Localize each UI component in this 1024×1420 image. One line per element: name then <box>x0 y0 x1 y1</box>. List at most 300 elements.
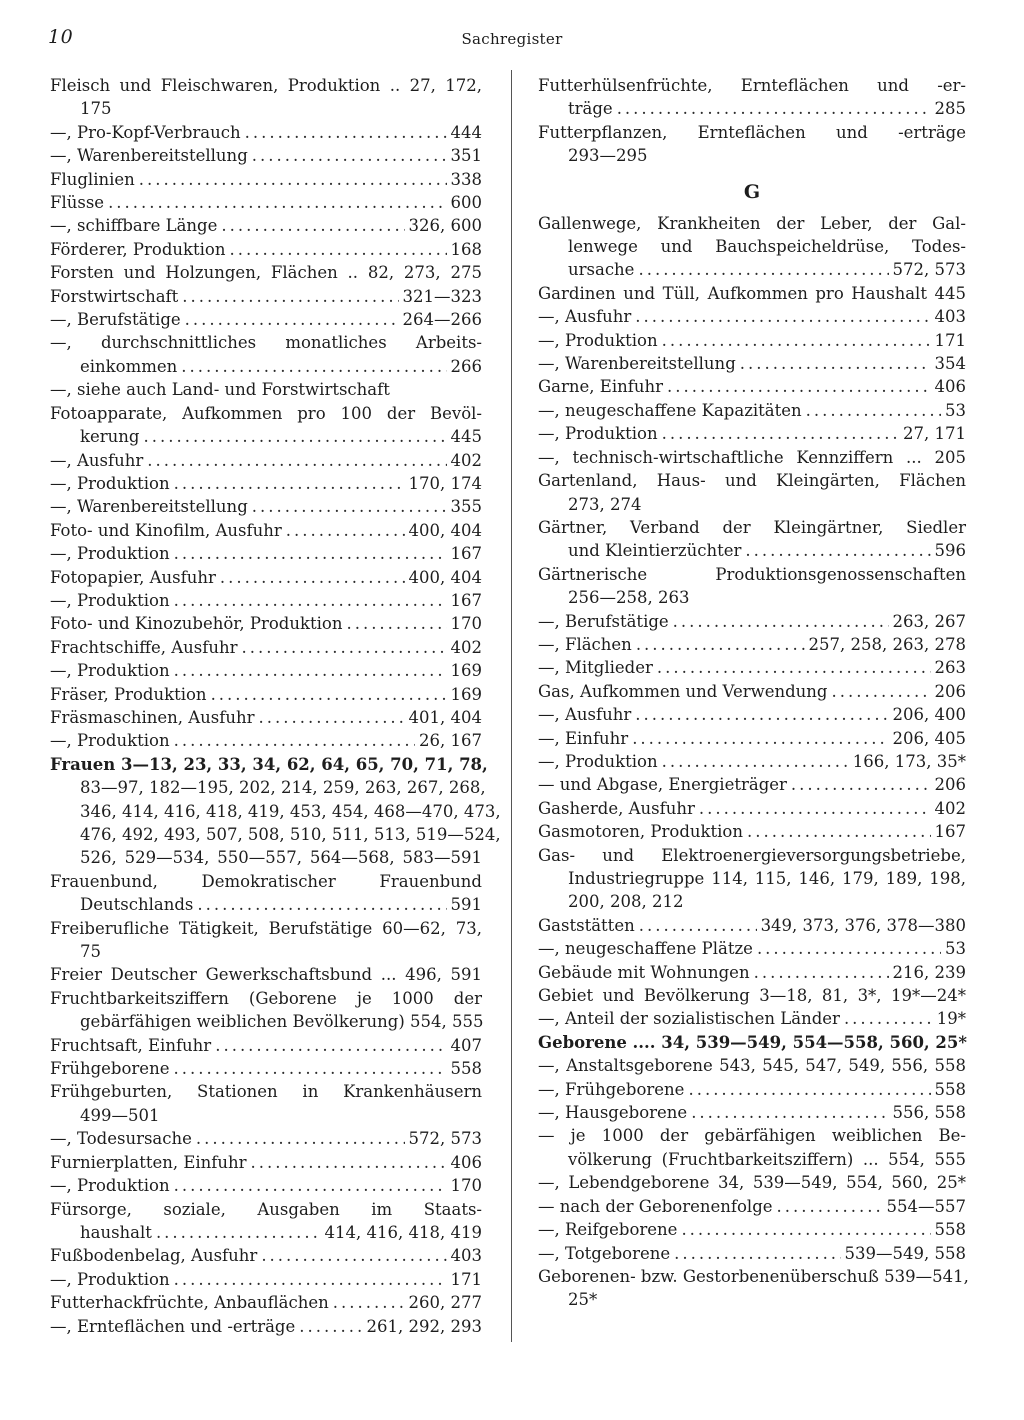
index-term: Fräser, Produktion <box>50 684 207 704</box>
page-reference: 572, 573 <box>892 260 966 280</box>
index-entry-line <box>50 870 482 893</box>
index-entry <box>50 261 482 284</box>
dot-leader <box>681 1218 930 1241</box>
index-entry-line <box>50 1057 482 1080</box>
index-entry-line <box>538 820 966 843</box>
index-term: — je 1000 der gebärfähigen weiblichen Be- <box>538 1126 966 1146</box>
index-entry-line <box>50 285 482 308</box>
dot-leader <box>196 1127 405 1150</box>
index-entry <box>538 727 966 750</box>
index-entry <box>538 121 966 168</box>
index-entry <box>538 212 966 282</box>
index-entry <box>538 1007 966 1030</box>
dot-leader <box>245 121 447 144</box>
index-term: Fräsmaschinen, Ausfuhr <box>50 707 255 727</box>
index-entry-line <box>50 1080 482 1103</box>
index-entry-line <box>50 1127 482 1150</box>
index-entry-continuation <box>538 586 966 609</box>
page-reference: 26, 167 <box>419 731 482 751</box>
index-entry <box>538 1265 969 1312</box>
dot-leader <box>757 937 941 960</box>
index-entry-line <box>50 191 482 214</box>
dot-leader <box>181 355 446 378</box>
page-reference: 338 <box>450 169 482 189</box>
dot-leader <box>286 519 405 542</box>
index-entry <box>50 168 482 191</box>
index-term: Gebiet und Bevölkerung 3—18, 81, 3*, 19*—24* <box>538 986 966 1006</box>
index-term: —, Mitglieder <box>538 658 653 678</box>
index-entry <box>50 1268 482 1291</box>
dot-leader <box>636 633 805 656</box>
index-entry-line <box>538 516 966 539</box>
index-term: Gärtner, Verband der Kleingärtner, Siedler <box>538 517 966 537</box>
page-reference: 349, 373, 376, 378—380 <box>760 915 966 935</box>
index-entry-line <box>538 1265 969 1288</box>
index-term: Furnierplatten, Einfuhr <box>50 1152 247 1172</box>
index-entry <box>538 773 966 796</box>
index-entry-continuation <box>538 1148 966 1171</box>
index-entry-line <box>538 1007 966 1030</box>
index-term: —, Produktion <box>50 1176 170 1196</box>
index-term: Forstwirtschaft <box>50 286 179 306</box>
index-entry-continuation <box>538 539 966 562</box>
index-term: 175 <box>80 99 112 119</box>
index-term: Freier Deutscher Gewerkschaftsbund ... 496, 591 <box>50 965 482 985</box>
page-reference: 596 <box>934 541 966 561</box>
index-term: Geborene .... 34, 539—549, 554—558, 560, 25* <box>538 1032 967 1052</box>
dot-leader <box>745 539 930 562</box>
index-term: Frauenbund, Demokratischer Frauenbund <box>50 871 482 891</box>
index-entry <box>538 563 966 610</box>
page-reference: 401, 404 <box>408 707 482 727</box>
index-term: Foto- und Kinozubehör, Produktion <box>50 614 343 634</box>
page-reference: 170, 174 <box>408 473 482 493</box>
index-entry <box>538 984 966 1007</box>
index-entry-line <box>538 1054 966 1077</box>
index-entry-continuation <box>50 776 486 799</box>
index-entry <box>50 214 482 237</box>
index-entry-line <box>538 797 966 820</box>
index-entry-line <box>538 1195 966 1218</box>
index-entry <box>538 1124 966 1171</box>
index-entry <box>50 1127 482 1150</box>
index-entry <box>538 282 966 305</box>
index-entry-continuation <box>50 940 482 963</box>
index-entry <box>538 1242 966 1265</box>
index-entry-line <box>50 402 482 425</box>
page-reference: 406 <box>450 1152 482 1172</box>
page-reference: 600 <box>450 193 482 213</box>
index-entry-line <box>538 399 966 422</box>
index-term: Fotoapparate, Aufkommen pro 100 der Bevöl- <box>50 403 482 423</box>
index-term: —, neugeschaffene Plätze <box>538 939 753 959</box>
index-term: —, technisch-wirtschaftliche Kennziffern ... 205 <box>538 447 966 467</box>
index-entry <box>50 144 482 167</box>
page-reference: 53 <box>945 400 966 420</box>
dot-leader <box>147 449 446 472</box>
index-term: —, Warenbereitstellung <box>538 354 736 374</box>
index-term: 273, 274 <box>568 494 642 514</box>
index-entry-continuation <box>538 235 966 258</box>
index-term: Frühgeburten, Stationen in Krankenhäusern <box>50 1082 482 1102</box>
page-reference: 351 <box>450 146 482 166</box>
index-term: —, Totgeborene <box>538 1243 671 1263</box>
index-entry-line <box>538 1101 966 1124</box>
index-entry-continuation <box>538 867 966 890</box>
page-reference: 206 <box>934 681 966 701</box>
page-reference: 53 <box>945 939 966 959</box>
index-entry <box>538 610 966 633</box>
index-entry-line <box>50 542 482 565</box>
index-entry-line <box>538 352 966 375</box>
index-term: —, Pro-Kopf-Verbrauch <box>50 122 241 142</box>
index-term: 75 <box>80 942 101 962</box>
index-entry-line <box>538 844 966 867</box>
index-entry <box>50 870 482 917</box>
index-term: —, Produktion <box>50 731 170 751</box>
dot-leader <box>777 1195 883 1218</box>
dot-leader <box>346 612 446 635</box>
index-entry <box>50 1291 482 1314</box>
index-entry <box>50 729 482 752</box>
index-entry <box>538 1078 966 1101</box>
index-term: Deutschlands <box>80 895 194 915</box>
index-column-right <box>538 74 969 1312</box>
page-reference: 171 <box>450 1269 482 1289</box>
index-entry-continuation <box>50 846 482 869</box>
dot-leader <box>635 305 930 328</box>
page-reference: 206, 405 <box>892 728 966 748</box>
index-entry-line <box>538 212 966 235</box>
index-entry-line <box>50 1268 482 1291</box>
page-reference: 402 <box>450 450 482 470</box>
dot-leader <box>699 797 931 820</box>
dot-leader <box>242 636 447 659</box>
index-term: —, neugeschaffene Kapazitäten <box>538 400 802 420</box>
dot-leader <box>139 168 447 191</box>
page-reference: 266 <box>450 356 482 376</box>
page-reference: 261, 292, 293 <box>366 1316 482 1336</box>
dot-leader <box>638 258 888 281</box>
running-head: Sachregister <box>461 30 563 48</box>
index-entry <box>50 495 482 518</box>
index-entry-line <box>538 750 966 773</box>
index-term: Fürsorge, soziale, Ausgaben im Staats- <box>50 1199 482 1219</box>
page-reference: 403 <box>934 307 966 327</box>
dot-leader <box>662 329 931 352</box>
dot-leader <box>747 820 931 843</box>
index-term: Gallenwege, Krankheiten der Leber, der Gal- <box>538 213 966 233</box>
dot-leader <box>662 422 899 445</box>
index-entry-line <box>538 375 966 398</box>
page-reference: 558 <box>934 1079 966 1099</box>
dot-leader <box>740 352 931 375</box>
index-entry-line <box>538 656 966 679</box>
index-entry <box>50 1034 482 1057</box>
index-entry <box>50 472 482 495</box>
index-entry <box>50 378 482 401</box>
index-entry-continuation <box>538 493 966 516</box>
page-reference: 414, 416, 418, 419 <box>324 1222 482 1242</box>
dot-leader <box>230 238 447 261</box>
index-entry-line <box>538 1171 966 1194</box>
index-entry <box>538 1218 966 1241</box>
index-term: Foto- und Kinofilm, Ausfuhr <box>50 520 282 540</box>
index-entry-line <box>50 612 482 635</box>
index-term: kerung <box>80 427 140 447</box>
page-reference: 285 <box>934 99 966 119</box>
index-entry <box>50 519 482 542</box>
index-term: Fußbodenbelag, Ausfuhr <box>50 1246 258 1266</box>
page-reference: 444 <box>450 122 482 142</box>
index-term: Frühgeborene <box>50 1059 170 1079</box>
index-term: —, Produktion <box>538 424 658 444</box>
index-term: Gardinen und Tüll, Aufkommen pro Haushalt 445 <box>538 283 966 303</box>
index-term: —, Produktion <box>50 473 170 493</box>
page-reference: 400, 404 <box>408 520 482 540</box>
index-term: Fluglinien <box>50 169 135 189</box>
index-entry <box>50 963 482 986</box>
page-reference: 264—266 <box>402 310 482 330</box>
dot-leader <box>251 1151 447 1174</box>
index-term: —, Ausfuhr <box>50 450 144 470</box>
index-entry <box>538 844 966 914</box>
index-entry-line <box>50 261 482 284</box>
index-entry-continuation <box>50 425 482 448</box>
index-entry-line <box>538 610 966 633</box>
dot-leader <box>667 375 931 398</box>
dot-leader <box>632 727 888 750</box>
index-term: — nach der Geborenenfolge <box>538 1196 773 1216</box>
index-entry-continuation <box>50 355 482 378</box>
index-entry-line <box>50 987 482 1010</box>
index-entry <box>50 1174 482 1197</box>
dot-leader <box>174 472 405 495</box>
dot-leader <box>806 399 941 422</box>
index-entry <box>538 305 966 328</box>
index-entry-line <box>538 1218 966 1241</box>
index-entry-line <box>50 331 482 354</box>
index-entry <box>538 1031 966 1054</box>
index-entry <box>50 449 482 472</box>
index-entry-line <box>538 329 966 352</box>
index-entry <box>50 987 482 1034</box>
index-term: —, Hausgeborene <box>538 1103 688 1123</box>
index-entry <box>538 937 966 960</box>
index-entry <box>50 659 482 682</box>
dot-leader <box>252 144 447 167</box>
dot-leader <box>754 961 889 984</box>
index-entry-line <box>538 469 966 492</box>
index-term: Industriegruppe 114, 115, 146, 179, 189, 198, <box>568 869 966 888</box>
index-entry-line <box>538 563 966 586</box>
index-term: Gärtnerische Produktionsgenossenschaften <box>538 564 966 584</box>
index-term: 499—501 <box>80 1105 160 1125</box>
dot-leader <box>639 914 757 937</box>
index-term: —, Produktion <box>538 751 658 771</box>
index-term: —, durchschnittliches monatliches Arbeits- <box>50 333 482 353</box>
dot-leader <box>674 1242 840 1265</box>
index-entry-line <box>538 773 966 796</box>
dot-leader <box>844 1007 933 1030</box>
index-term: Gartenland, Haus- und Kleingärten, Flächen <box>538 471 966 491</box>
index-entry-line <box>538 1031 966 1054</box>
page-reference: 445 <box>450 427 482 447</box>
page-reference: 355 <box>450 497 482 517</box>
dot-leader <box>174 589 447 612</box>
index-entry-line <box>50 144 482 167</box>
page-reference: 169 <box>450 684 482 704</box>
index-entry-line <box>538 1242 966 1265</box>
page-reference: 402 <box>934 798 966 818</box>
index-term: —, Reifgeborene <box>538 1220 678 1240</box>
index-entry <box>50 683 482 706</box>
index-entry <box>538 1101 966 1124</box>
index-entry-line <box>50 121 482 144</box>
index-entry-line <box>50 1034 482 1057</box>
index-entry <box>50 1244 482 1267</box>
index-entry-line <box>538 984 966 1007</box>
index-entry-line <box>50 566 482 589</box>
index-term: —, Lebendgeborene 34, 539—549, 554, 560, 25* <box>538 1173 966 1193</box>
index-entry <box>538 1171 966 1194</box>
index-term: Gasmotoren, Produktion <box>538 822 743 842</box>
page-reference: 167 <box>934 822 966 842</box>
index-entry <box>50 566 482 589</box>
dot-leader <box>220 566 405 589</box>
index-term: 200, 208, 212 <box>568 892 684 912</box>
index-entry-line <box>50 214 482 237</box>
index-term: Garne, Einfuhr <box>538 377 663 397</box>
index-entry-line <box>50 1291 482 1314</box>
page-reference: 572, 573 <box>408 1129 482 1149</box>
index-term: Förderer, Produktion <box>50 239 226 259</box>
page-reference: 169 <box>450 661 482 681</box>
index-term: 25* <box>568 1290 598 1310</box>
dot-leader <box>657 656 931 679</box>
index-term: ursache <box>568 260 635 280</box>
page-reference: 166, 173, 35* <box>852 751 966 771</box>
index-term: —, Produktion <box>50 544 170 564</box>
page-reference: 170 <box>450 1176 482 1196</box>
index-term: haushalt <box>80 1222 152 1242</box>
index-entry <box>538 422 966 445</box>
index-entry-line <box>50 168 482 191</box>
index-term: gebärfähigen weiblichen Bevölkerung) 554, 555 <box>80 1012 484 1032</box>
index-entry-line <box>50 589 482 612</box>
index-term: Frauen 3—13, 23, 33, 34, 62, 64, 65, 70, 71, 78, <box>50 754 488 774</box>
index-entry <box>50 753 501 870</box>
index-entry-continuation <box>50 800 501 823</box>
page-reference: 257, 258, 263, 278 <box>808 634 966 654</box>
page-reference: 170 <box>450 614 482 634</box>
index-term: —, Frühgeborene <box>538 1079 685 1099</box>
page-reference: 206, 400 <box>892 705 966 725</box>
index-term: Gebäude mit Wohnungen <box>538 962 750 982</box>
index-entry-line <box>538 727 966 750</box>
index-entry-continuation <box>50 1104 482 1127</box>
index-entry-line <box>50 1151 482 1174</box>
index-entry-line <box>50 963 482 986</box>
index-entry-line <box>538 1078 966 1101</box>
index-entry <box>538 352 966 375</box>
index-entry-line <box>50 917 482 940</box>
index-entry-continuation <box>538 144 966 167</box>
page-reference: 167 <box>450 544 482 564</box>
dot-leader <box>173 1057 446 1080</box>
index-entry <box>50 402 482 449</box>
index-term: —, Einfuhr <box>538 728 629 748</box>
dot-leader <box>174 542 447 565</box>
dot-leader <box>211 683 447 706</box>
index-term: —, Flächen <box>538 634 632 654</box>
dot-leader <box>174 729 415 752</box>
index-entry <box>50 238 482 261</box>
index-term: und Kleintierzüchter <box>568 541 742 561</box>
index-entry <box>50 1057 482 1080</box>
section-letter-heading: G <box>743 180 761 203</box>
index-term: Forsten und Holzungen, Flächen .. 82, 273, 275 <box>50 263 482 283</box>
dot-leader <box>261 1244 446 1267</box>
page-reference: 407 <box>450 1035 482 1055</box>
index-entry <box>538 797 966 820</box>
index-entry <box>538 446 966 469</box>
dot-leader <box>832 680 931 703</box>
page-reference: 260, 277 <box>408 1293 482 1313</box>
index-entry-line <box>538 422 966 445</box>
index-entry-line <box>50 753 488 776</box>
index-entry <box>50 308 482 331</box>
page-reference: 321—323 <box>402 286 482 306</box>
page-reference: 591 <box>450 895 482 915</box>
index-term: —, siehe auch Land- und Forstwirtschaft <box>50 380 390 400</box>
index-entry-line <box>50 74 482 97</box>
index-entry <box>538 375 966 398</box>
index-entry-line <box>50 472 482 495</box>
index-entry-continuation <box>50 1010 482 1033</box>
dot-leader <box>635 703 888 726</box>
index-term: —, Todesursache <box>50 1129 192 1149</box>
index-entry-line <box>50 449 482 472</box>
index-term: völkerung (Fruchtbarkeitsziffern) ... 554, 555 <box>568 1149 966 1169</box>
index-term: —, Produktion <box>50 1269 170 1289</box>
index-term: —, schiffbare Länge <box>50 216 218 236</box>
dot-leader <box>662 750 849 773</box>
index-entry-line <box>538 305 966 328</box>
dot-leader <box>688 1078 930 1101</box>
index-entry-line <box>538 121 966 144</box>
page-reference: 554—557 <box>886 1196 966 1216</box>
index-entry-line <box>50 378 482 401</box>
index-entry <box>50 285 482 308</box>
index-entry <box>538 961 966 984</box>
page-reference: 19* <box>936 1009 966 1029</box>
index-term: —, Ausfuhr <box>538 307 632 327</box>
dot-leader <box>791 773 931 796</box>
index-term: —, Anstaltsgeborene 543, 545, 547, 549, 556, 558 <box>538 1056 966 1076</box>
index-term: —, Produktion <box>50 590 170 610</box>
index-entry <box>538 1054 966 1077</box>
index-entry <box>50 191 482 214</box>
page-reference: 400, 404 <box>408 567 482 587</box>
index-term: Flüsse <box>50 193 105 213</box>
index-term: 476, 492, 493, 507, 508, 510, 511, 513, 519—524, <box>80 825 501 844</box>
dot-leader <box>197 893 446 916</box>
page-reference: 354 <box>934 354 966 374</box>
index-entry-line <box>538 74 966 97</box>
index-term: Geborenen- bzw. Gestorbenenüberschuß 539—541, <box>538 1266 969 1286</box>
page-reference: 403 <box>450 1246 482 1266</box>
